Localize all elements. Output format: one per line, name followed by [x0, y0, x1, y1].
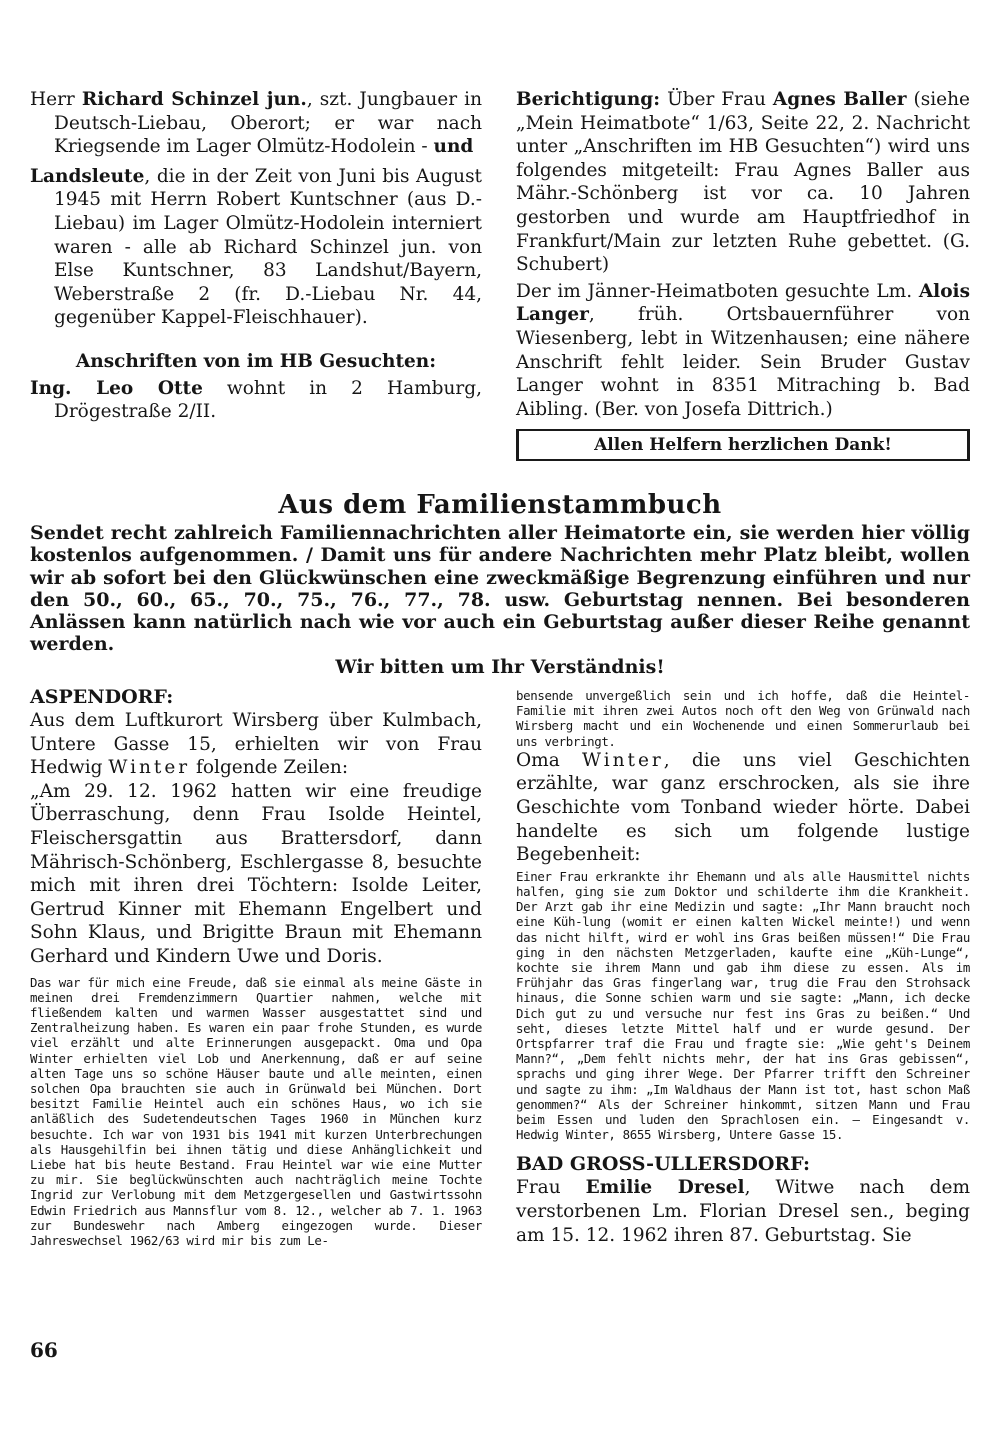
thanks-box: Allen Helfern herzlichen Dank! — [516, 429, 970, 461]
top-right-column — [516, 88, 970, 461]
notice-langer: Der im Jänner-Heimatboten gesuchte Lm. Alois Langer, früh. Ortsbauernführer von Wiesenberg, lebt in Witzenhausen; eine nähere Anschrift fehlt leider. Sein Bruder Gustav Langer wohnt in 8351 Mitraching b. Bad Aibling. (Ber. von Josefa Dittrich.) — [516, 280, 970, 420]
page-number: 66 — [30, 1338, 58, 1362]
bottom-right-column — [516, 688, 970, 1247]
name-richard-schinzel: Richard Schinzel jun. — [81, 89, 307, 110]
oma-winter-paragraph: Oma Winter, die uns viel Geschichten erzählte, war ganz erschrocken, als sie ihre Geschichte vom Tonband wieder hörte. Dabei handelte es sich um folgende lustige Begebenheit: — [516, 749, 970, 866]
section-intro: Sendet recht zahlreich Familiennachrichten aller Heimatorte ein, sie werden hier völlig kostenlos aufgenommen. / Damit uns für andere Nachrichten mehr Platz bleibt, wollen wir ab sofort bei den Glückwünschen eine zweckmäßige Begrenzung einführen und nur den 50., 60., 65., 70., 75., 76., 77., 78. usw. Geburtstag nennen. Bei besonderen Anlässen kann natürlich nach wie vor auch ein Geburtstag außer dieser Reihe genannt werden. — [30, 522, 970, 656]
heading-bad-gross-ullersdorf: BAD GROSS-ULLERSDORF: — [516, 1153, 810, 1176]
section-title: Aus dem Familienstammbuch — [278, 490, 722, 520]
notice-berichtigung: Berichtigung: Über Frau Agnes Baller (siehe „Mein Heimatbote“ 1/63, Seite 22, 2. Nachricht unter „Anschriften im HB Gesuchten“) wird uns folgendes mitgeteilt: Frau Agnes Baller aus Mähr.-Schönberg ist vor ca. 10 Jahren gestorben und wurde am Hauptfriedhof in Frankfurt/Main zur letzten Ruhe gebettet. (G. Schubert) — [516, 89, 970, 276]
top-left-column — [30, 88, 482, 424]
subhead-anschriften: Anschriften von im HB Gesuchten: — [75, 350, 437, 372]
aspendorf-letter-body: Das war für mich eine Freude, daß sie einmal als meine Gäste in meinen drei Fremdenzimmern Quartier nahmen, welche mit fließendem kalten und warmen Wasser ausgestattet sind und Zentralheizung haben. Es waren ein paar frohe Stunden, es wurde viel erzählt und alte Erinnerungen ausgepackt. Oma und Opa Winter erhielten viel Lob und Anerkennung, daß er auf seine alten Tage uns so schöne Häuser baute und alle meinten, einen solchen Opa brauchten sie auch in Grünwald bei München. Dort besitzt Familie Heintel auch ein schönes Haus, wo ich sie anläßlich des Sudetendeutschen Tages 1960 in München kurz besuchte. Ich war von 1931 bis 1941 mit kurzen Unterbrechungen als Hausgehilfin bei ihnen tätig und diese Anhänglichkeit und Liebe hat bis heute Bestand. Frau Heintel war wie eine Mutter zu mir. Sie beglückwünschten auch nachträglich meine Tochte Ingrid zur Verlobung mit dem Metzgergesellen und Gastwirtssohn Edwin Friedrich aus Mannsflur vom 8. 12., welcher ab 7. 1. 1963 zur Bundeswehr nach Amberg eingezogen wurde. Dieser Jahreswechsel 1962/63 wird mir bis zum Le- — [30, 974, 482, 1248]
notice-schinzel: Herr Richard Schinzel jun., szt. Jungbauer in Deutsch-Liebau, Oberort; er war nach Kriegsende im Lager Olmütz-Hodolein - und — [30, 89, 483, 158]
section-intro-closing: Wir bitten um Ihr Verständnis! — [335, 655, 665, 678]
notice-otte: Ing. Leo Otte wohnt in 2 Hamburg, Drögestraße 2/II. — [30, 377, 482, 423]
bottom-left-column — [30, 685, 482, 1248]
aspendorf-intro: Aus dem Luftkurort Wirsberg über Kulmbach, Untere Gasse 15, erhielten wir von Frau Hedwig Winter folgende Zeilen: — [30, 710, 482, 779]
heading-aspendorf: ASPENDORF: — [30, 686, 174, 708]
aspendorf-letter-start: „Am 29. 12. 1962 hatten wir eine freudige Überraschung, denn Frau Isolde Heintel, Fleischersgattin aus Brattersdorf, dann Mährisch-Schönberg, Eschlergasse 8, besuchte mich mit ihren drei Töchtern: Isolde Leiter, Gertrud Kinner mit Ehemann Engelbert und Sohn Klaus, und Brigitte Braun mit Ehemann Gerhard und Kindern Uwe und Doris. — [30, 780, 482, 967]
notice-landsleute: Landsleute, die in der Zeit von Juni bis August 1945 mit Herrn Robert Kuntschner (aus D.-Liebau) im Lager Olmütz-Hodolein interniert waren - alle ab Richard Schinzel jun. von Else Kuntschner, 83 Landshut/Bayern, Weberstraße 2 (fr. D.-Liebau Nr. 44, gegenüber Kappel-Fleischhauer). — [30, 165, 482, 329]
family-section-header — [30, 490, 970, 678]
aspendorf-letter-end: bensende unvergeßlich sein und ich hoffe, daß die Heintel-Familie mit ihren zwei Autos noch oft den Weg von Grünwald nach Wirsberg macht und ein Wochenende und einen Sommerurlaub bei uns verbringt. — [516, 688, 970, 749]
tonband-story: Einer Frau erkrankte ihr Ehemann und als alle Hausmittel nichts halfen, ging sie zum Doktor und schilderte ihm die Krankheit. Der Arzt gab ihr eine Medizin und sagte: „Ihr Mann braucht noch eine Küh-lung (womit er einen kalten Wickel meinte!) und wenn das nicht hilft, wird er wohl ins Gras beißen müssen!“ Die Frau ging in den nächsten Metzgerladen, kaufte eine „Küh-Lunge“, kochte sie ihrem Mann und gab ihm diese zu essen. Als im Frühjahr das Gras fingerlang war, trug die Frau den Strohsack hinaus, die Sonne schien warm und sie sagte: „Mann, ich decke Dich gut zu und versuche nur fest ins Gras zu beißen.“ Und seht, dieses letzte Mittel half und er wurde gesund. Der Ortspfarrer traf die Frau und fragte sie: „Wie geht's Deinem Mann?“, „Dem fehlt nichts mehr, der hat ins Gras gebissen“, sprachs und ging ihrer Wege. Der Pfarrer trifft den Schreiner und sagte zu ihm: „Im Waldhaus der Mann ist tot, hast schon Maß genommen?“ Als der Schreiner hinkommt, sitzen Mann und Frau beim Essen und luden den Sprachlosen ein. — Eingesandt v. Hedwig Winter, 8655 Wirsberg, Untere Gasse 15. — [516, 868, 970, 1143]
dresel-paragraph: Frau Emilie Dresel, Witwe nach dem verstorbenen Lm. Florian Dresel sen., beging am 15. 12. 1962 ihren 87. Geburtstag. Sie — [516, 1177, 970, 1246]
